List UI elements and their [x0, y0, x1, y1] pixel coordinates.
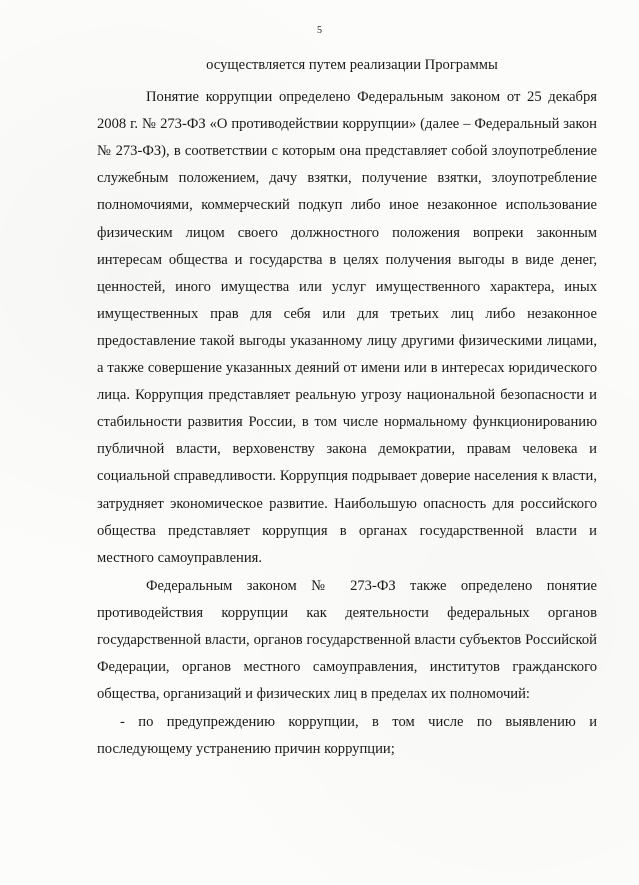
- document-body: [97, 52, 597, 763]
- list-item-prevention: - по предупреждению коррупции, в том числе по выявлению и последующему устранению причин коррупции;: [97, 714, 597, 758]
- paragraph-counteraction-definition: Федеральным законом № 273-ФЗ также определено понятие противодействия коррупции как деятельности федеральных органов государственной власти, органов государственной власти субъектов Российской Федерации, органов местного самоуправления, институтов гражданского общества, организаций и физических лиц в пределах их полномочий:: [97, 577, 597, 703]
- paragraph-continuation: осуществляется путем реализации Программы: [206, 57, 498, 73]
- page-number: 5: [317, 25, 322, 36]
- paragraph-corruption-definition: Понятие коррупции определено Федеральным законом от 25 декабря 2008 г. № 273-ФЗ «О противодействии коррупции» (далее – Федеральный закон № 273-ФЗ), в соответствии с которым она представляет собой злоупотребление служебным положением, дачу взятки, получение взятки, злоупотребление полномочиями, коммерческий подкуп либо иное незаконное использование физическим лицом своего должностного положения вопреки законным интересам общества и государства в целях получения выгоды в виде денег, ценностей, иного имущества или услуг имущественного характера, иных имущественных прав для себя или для третьих лиц либо незаконное предоставление такой выгоды указанному лицу другими физическими лицами, а также совершение указанных деяний от имени или в интересах юридического лица. Коррупция представляет реальную угрозу национальной безопасности и стабильности развития России, в том числе нормальному функционированию публичной власти, верховенству закона демократии, правам человека и социальной справедливости. Коррупция подрывает доверие населения к власти, затрудняет экономическое развитие. Наибольшую опасность для российского общества представляет коррупция в органах государственной власти и местного самоуправления.: [97, 89, 597, 566]
